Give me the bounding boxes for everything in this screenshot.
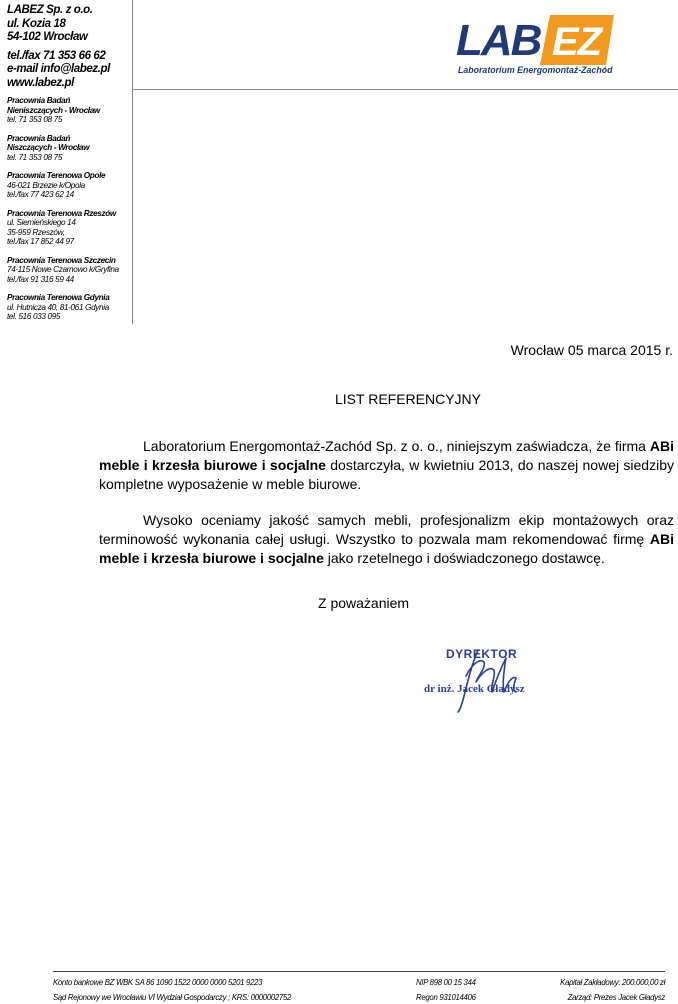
branch-phone: tel./fax 17 852 44 97 xyxy=(7,237,74,246)
paragraph-2-firm: ABi meble i krzesła biurowe i socjalne xyxy=(99,531,674,566)
header-vertical-divider xyxy=(132,0,133,324)
header-horizontal-divider xyxy=(133,89,678,90)
footer-nip: NIP 898 00 15 344 xyxy=(416,978,476,987)
logo-subtitle: Laboratorium Energomontaż-Zachód xyxy=(458,65,613,75)
branch-gdynia xyxy=(7,293,133,322)
branch-address: 46-021 Brzezie k/Opola xyxy=(7,180,85,190)
branch-title: Pracownia Badań xyxy=(7,96,71,105)
footer-board: Zarząd: Prezes Jacek Gładysz xyxy=(567,993,665,1002)
company-info-column xyxy=(7,4,133,322)
letter-closing: Z poważaniem xyxy=(318,595,410,611)
letter-date: Wrocław 05 marca 2015 r. xyxy=(510,342,673,358)
letter-title-wrap xyxy=(0,390,678,409)
company-city: 54-102 Wrocław xyxy=(7,31,88,43)
branch-city: 35-959 Rzeszów, xyxy=(7,227,65,237)
company-street: ul. Kozia 18 xyxy=(7,17,66,30)
branch-title: Pracownia Terenowa Szczecin xyxy=(7,255,116,265)
company-website: www.labez.pl xyxy=(7,76,74,89)
branch-title: Pracownia Terenowa Gdynia xyxy=(7,293,110,302)
stamp-role: DYREKTOR xyxy=(446,647,518,661)
branch-phone: tel. 516 033 095 xyxy=(7,312,61,321)
branch-title: Pracownia Terenowa Rzeszów xyxy=(7,208,116,218)
branch-ndt-wroclaw xyxy=(7,96,133,125)
branch-phone: tel./fax 91 316 59 44 xyxy=(7,274,74,284)
branch-dt-wroclaw xyxy=(7,134,133,163)
company-email: e-mail info@labez.pl xyxy=(7,63,110,75)
company-name: LABEZ Sp. z o.o. xyxy=(7,4,93,16)
branch-address: 74-115 Nowe Czarnowo k/Gryfina xyxy=(7,265,119,274)
branch-phone: tel. 71 353 08 75 xyxy=(7,152,63,162)
company-phone: tel./fax 71 353 66 62 xyxy=(7,49,106,62)
branch-rzeszow xyxy=(7,209,133,247)
paragraph-2 xyxy=(99,511,674,568)
logo-ez-text: EZ xyxy=(552,20,602,64)
branch-opole xyxy=(7,171,133,200)
logo-lab-text: LAB xyxy=(456,16,541,65)
company-address xyxy=(7,4,133,45)
letter-title: LIST REFERENCYJNY xyxy=(335,391,481,407)
branch-phone: tel. 71 353 08 75 xyxy=(7,115,63,124)
footer-regon: Regon 931014406 xyxy=(416,993,476,1002)
footer-court-registry: Sąd Rejonowy we Wrocławiu VI Wydział Gospodarczy ; KRS: 0000002752 xyxy=(53,993,292,1002)
branch-szczecin xyxy=(7,256,133,285)
company-contact xyxy=(7,50,133,91)
paragraph-1 xyxy=(99,437,674,494)
director-stamp xyxy=(420,636,560,716)
branch-title: Pracownia Badań xyxy=(7,133,71,143)
branch-street: ul. Siemieńskiego 14 xyxy=(7,218,76,227)
branch-phone: tel./fax 77 423 62 14 xyxy=(7,190,74,199)
paragraph-2-rest: jako rzetelnego i doświadczonego dostawcę. xyxy=(323,550,605,566)
labez-logo xyxy=(454,9,616,83)
branch-title: Pracownia Terenowa Opole xyxy=(7,171,106,180)
footer-bank-account: Konto bankowe BZ WBK SA 86 1090 1522 0000 0000 5201 9223 xyxy=(53,978,263,987)
paragraph-2-intro: Wysoko oceniamy jakość samych mebli, profesjonalizm ekip montażowych oraz terminowość wykonania całej usługi. Wszystko to pozwala mam rekomendować firmę xyxy=(99,512,674,547)
paragraph-1-intro: Laboratorium Energomontaż-Zachód Sp. z o. o., niniejszym zaświadcza, że firma xyxy=(143,438,650,454)
branch-title: Niszczących - Wrocław xyxy=(7,143,90,152)
branch-address: ul. Hutnicza 40, 81-061 Gdynia xyxy=(7,302,109,312)
footer-capital: Kapitał Zakładowy: 200.000,00 zł xyxy=(560,978,665,987)
paragraph-1-rest: dostarczyła, w kwietniu 2013, do naszej nowej siedziby kompletne wyposażenie w meble biurowe. xyxy=(99,457,674,492)
branch-title: Nieniszczących - Wrocław xyxy=(7,105,100,115)
paragraph-1-firm: ABi meble i krzesła biurowe i socjalne xyxy=(99,438,674,473)
footer-divider xyxy=(53,971,665,972)
stamp-name: dr inż. Jacek Gładysz xyxy=(424,683,525,695)
